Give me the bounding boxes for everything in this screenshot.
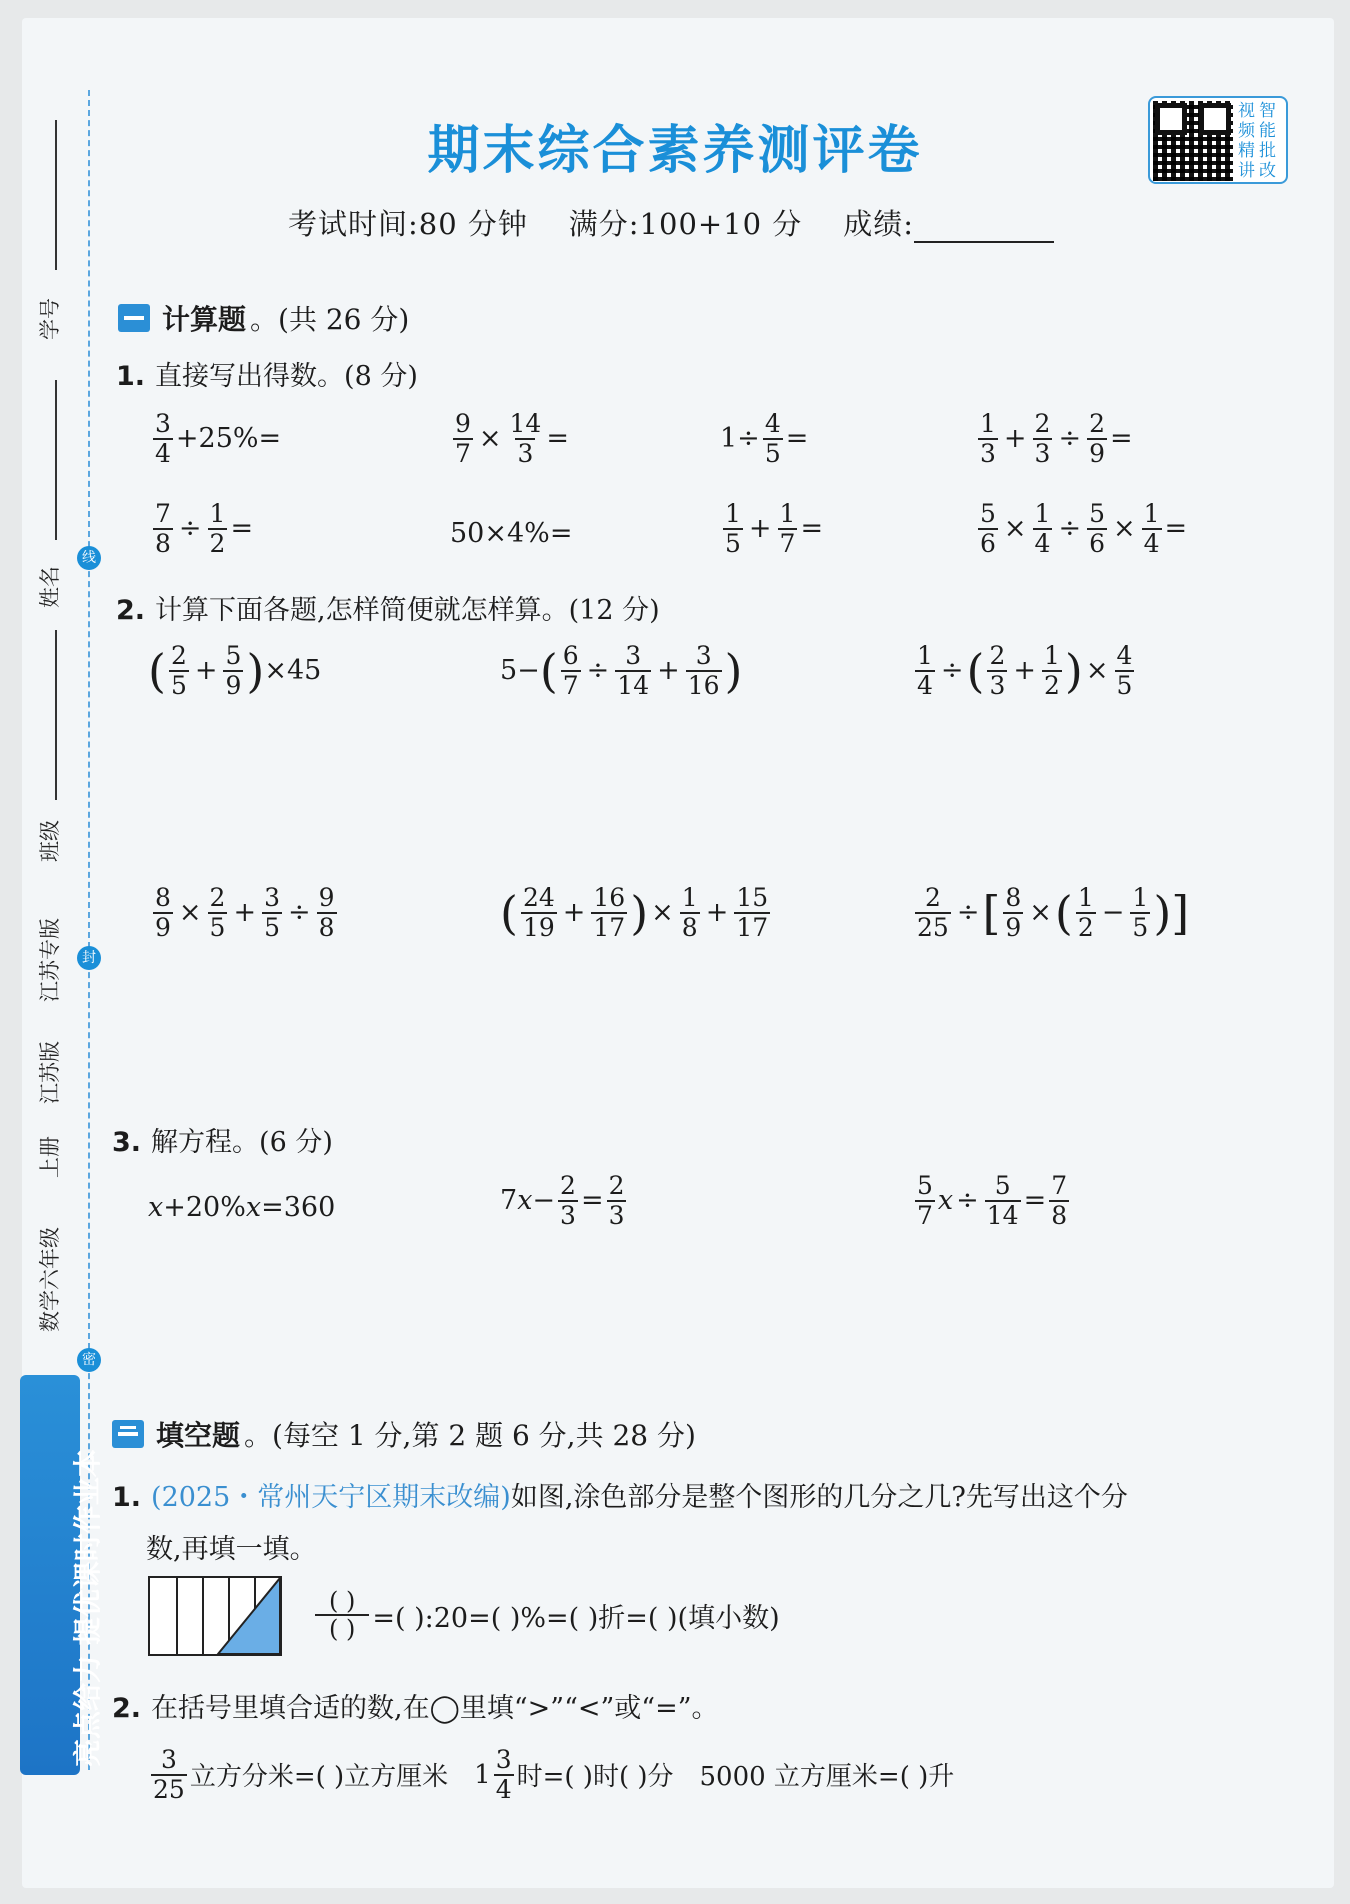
qr-label: 能 [1259, 121, 1276, 141]
exam-info [288, 202, 1054, 243]
equation: x +20% x =360 [148, 1192, 336, 1223]
blank-denominator[interactable]: ( ) [315, 1614, 369, 1642]
brand-text: 亮点给力 提优课时作业本 [71, 1449, 104, 1767]
qr-label: 改 [1259, 161, 1276, 181]
seal-mark-icon: 封 [77, 946, 101, 970]
question-text: 解方程。(6 分) [151, 1127, 333, 1158]
question-number: 2. [116, 595, 146, 626]
calc-expr: 1÷ $\frac{4}{5}$ = [720, 409, 809, 468]
fill-item[interactable]: 立方分米=( )立方厘米 [189, 1762, 449, 1792]
fill-blank-row: $\frac{3}{25}$ 立方分米=( )立方厘米 1 $\frac{3}{4}$ 时=( )时( )分 5000 立方厘米=( )升 [153, 1745, 955, 1804]
section-score: 。(共 26 分) [250, 303, 410, 336]
binding-edition: 江苏专版 [38, 918, 62, 1002]
exam-time: 考试时间:80 分钟 [288, 207, 528, 241]
section-title: 填空题 [156, 1419, 241, 1452]
question-text: 计算下面各题,怎样简便就怎样算。(12 分) [155, 595, 660, 626]
calc-expr: $\frac{7}{8}$ ÷ $\frac{1}{2}$ = [155, 499, 254, 558]
score-label: 成绩: [843, 207, 914, 241]
calc-expr: $\frac{8}{9}$ × $\frac{2}{5}$ + $\frac{3}{5}$ ÷ $\frac{9}{8}$ [155, 883, 335, 942]
question-1-2 [116, 588, 660, 627]
blank-numerator[interactable]: ( ) [329, 1587, 356, 1615]
calc-expr: $\frac{1}{3}$ + $\frac{2}{3}$ ÷ $\frac{2}{9}$ = [980, 409, 1133, 468]
question-2-2 [112, 1686, 719, 1725]
section-score: 。(每空 1 分,第 2 题 6 分,共 28 分) [244, 1419, 696, 1452]
binding-name: 姓名 [38, 566, 62, 608]
question-number: 2. [112, 1693, 142, 1724]
calc-expr: $\frac{9}{7}$ × $\frac{14}{3}$ = [455, 409, 569, 468]
class-blank [55, 630, 57, 800]
question-source: (2025・常州天宁区期末改编) [151, 1482, 511, 1513]
question-text: 如图,涂色部分是整个图形的几分之几?先写出这个分 [510, 1482, 1128, 1513]
page-title: 期末综合素养测评卷 [427, 120, 923, 181]
line-mark-icon: 线 [77, 546, 101, 570]
shaded-triangle [150, 1578, 280, 1654]
fill-blanks[interactable]: =( ):20=( )%=( )折=( )(填小数) [372, 1602, 780, 1634]
binding-subject: 数学六年级 [38, 1227, 62, 1332]
calc-expr: $\frac{1}{5}$ + $\frac{1}{7}$ = [725, 499, 824, 558]
equation: $\frac{5}{7}$ x ÷ $\frac{5}{14}$ = $\frac{7}{8}$ [917, 1171, 1068, 1230]
qr-label: 智 [1259, 101, 1276, 121]
fill-item[interactable]: 时=( )时( )分 [516, 1762, 674, 1792]
calc-expr: $\frac{1}{4}$ ÷ ( $\frac{2}{3}$ + $\frac{1}{2}$ ) × $\frac{4}{5}$ [917, 641, 1133, 700]
qr-label: 精 [1238, 141, 1255, 161]
binding-edition2: 江苏版 [38, 1041, 62, 1104]
name-blank [55, 380, 57, 540]
brand-banner [20, 1375, 104, 1775]
calc-expr: $\frac{5}{6}$ × $\frac{1}{4}$ ÷ $\frac{5}{6}$ × $\frac{1}{4}$ = [980, 499, 1188, 558]
section-1-heading [118, 298, 409, 338]
calc-expr: 5− ( $\frac{6}{7}$ ÷ $\frac{3}{14}$ + $\frac{3}{16}$ ) [500, 641, 743, 700]
calc-expr: $\frac{2}{25}$ ÷ [ $\frac{8}{9}$ × ( $\frac{1}{2}$ − $\frac{1}{5}$ )] [917, 883, 1190, 942]
question-number: 3. [112, 1127, 142, 1158]
score-blank[interactable] [914, 215, 1054, 243]
fill-blank-row [312, 1588, 780, 1643]
binding-volume: 上册 [38, 1136, 62, 1178]
qr-label: 视 [1238, 101, 1255, 121]
fill-item[interactable]: 5000 立方厘米=( )升 [699, 1762, 955, 1792]
calc-expr: ( $\frac{24}{19}$ + $\frac{16}{17}$ ) × $\frac{1}{8}$ + $\frac{15}{17}$ [500, 883, 769, 942]
qr-label: 批 [1259, 141, 1276, 161]
qr-labels [1236, 98, 1278, 182]
calc-expr: ( $\frac{2}{5}$ + $\frac{5}{9}$ ) ×45 [148, 641, 322, 700]
question-text: 在括号里填合适的数,在◯里填“>”“<”或“=”。 [151, 1693, 719, 1724]
question-1-1 [116, 354, 418, 393]
equation: 7 x − $\frac{2}{3}$ = $\frac{2}{3}$ [500, 1171, 625, 1230]
section-title: 计算题 [162, 303, 247, 336]
question-number: 1. [116, 361, 146, 392]
question-number: 1. [112, 1482, 142, 1513]
qr-label: 频 [1238, 121, 1255, 141]
binding-student-no: 学号 [38, 298, 62, 340]
question-2-1 [112, 1472, 1292, 1576]
section-2-heading [112, 1414, 696, 1454]
question-text: 数,再填一填。 [146, 1534, 317, 1565]
section-badge-icon [112, 1420, 144, 1448]
question-1-3 [112, 1120, 333, 1159]
question-text: 直接写出得数。(8 分) [155, 361, 418, 392]
qr-code-panel[interactable] [1148, 96, 1288, 184]
full-score: 满分:100+10 分 [568, 207, 803, 241]
shaded-figure [148, 1576, 282, 1656]
section-badge-icon [118, 304, 150, 332]
qr-label: 讲 [1238, 161, 1255, 181]
binding-class: 班级 [38, 820, 62, 862]
calc-expr: $\frac{3}{4}$ +25%= [155, 409, 282, 468]
qr-code-icon[interactable] [1153, 101, 1233, 181]
seal-mark2-icon: 密 [77, 1348, 101, 1372]
calc-expr: 50×4%= [450, 518, 573, 549]
